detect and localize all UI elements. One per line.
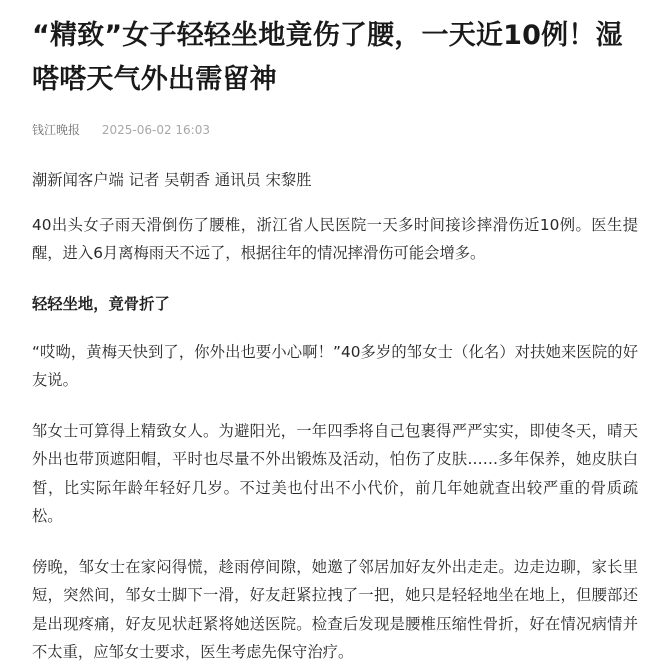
paragraph: 傍晚，邹女士在家闷得慌，趁雨停间隙，她邀了邻居加好友外出走走。边走边聊，家长里短，突然间，邹女士脚下一滑，好友赶紧拉拽了一把，她只是轻轻地坐在地上，但腰部还是出现疼痛，好友见状赶紧将她送医院。检查后发现是腰椎压缩性骨折，好在情况病情并不太重，应邹女士要求，医生考虑先保守治疗。 <box>32 557 638 661</box>
section-heading: 轻轻坐地，竟骨折了 <box>32 294 170 313</box>
article-title: “精致”女子轻轻坐地竟伤了腰，一天近10例！湿嗒嗒天气外出需留神 <box>32 20 623 95</box>
byline: 潮新闻客户端 记者 吴朝香 通讯员 宋黎胜 <box>32 171 312 189</box>
publish-time: 2025-06-02 16:03 <box>101 123 210 137</box>
source-name[interactable]: 钱江晚报 <box>32 123 81 137</box>
paragraph: “哎呦，黄梅天快到了，你外出也要小心啊！”40多岁的邹女士（化名）对扶她来医院的好友说。 <box>32 342 638 389</box>
lead-paragraph: 40出头女子雨天滑倒伤了腰椎，浙江省人民医院一天多时间接诊摔滑伤近10例。医生提醒，进入6月离梅雨天不远了，根据往年的情况摔滑伤可能会增多。 <box>32 215 638 262</box>
article-body <box>32 166 638 667</box>
article-meta <box>32 122 638 138</box>
paragraph: 邹女士可算得上精致女人。为避阳光，一年四季将自己包裹得严严实实，即使冬天，晴天外出也带顶遮阳帽，平时也尽量不外出锻炼及活动，怕伤了皮肤……多年保养，她皮肤白皙，比实际年龄年轻好几岁。不过美也付出不小代价，前几年她就查出较严重的骨质疏松。 <box>32 421 638 525</box>
